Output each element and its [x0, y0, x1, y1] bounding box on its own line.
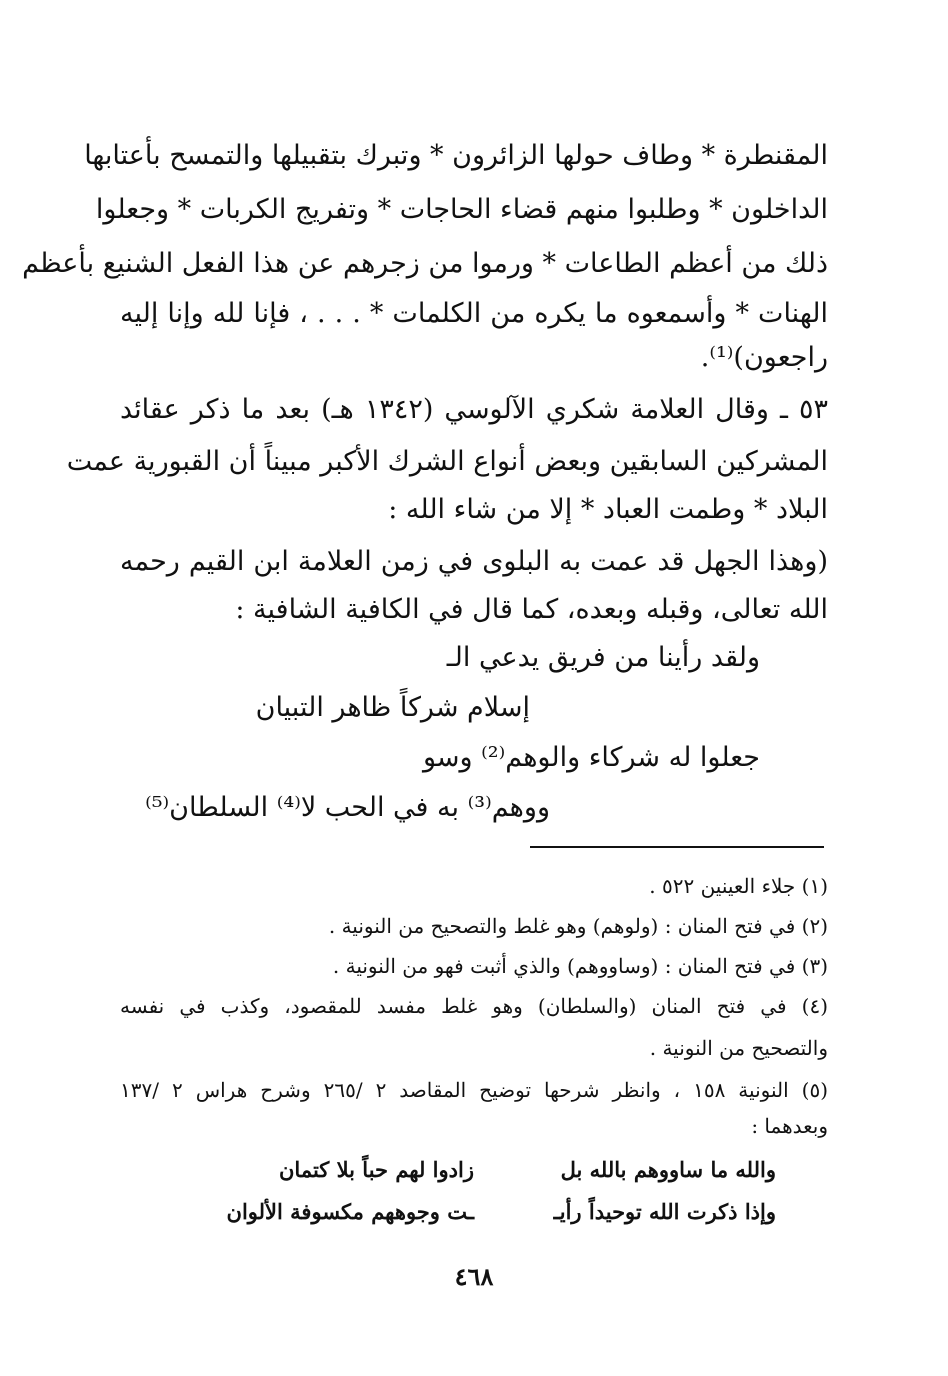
body-line-7: المشركين السابقين وبعض أنواع الشرك الأكبر مبيناً أن القبورية عمت: [66, 446, 828, 477]
poem-line-2: إسلام شركاً ظاهر التبيان: [255, 692, 530, 723]
footnote-verse-1-right: والله ما ساووهم بالله بل: [560, 1157, 776, 1182]
footnote-4: (٤) في فتح المنان (والسلطان) وهو غلط مفسد للمقصود، وكذب في نفسه: [120, 994, 828, 1018]
body-line-9: (وهذا الجهل قد عمت به البلوى في زمن العلامة ابن القيم رحمه: [120, 546, 828, 577]
footnote-5: (٥) النونية ١٥٨ ، وانظر شرحها توضيح المقاصد ٢ /٢٦٥ وشرح هراس ٢ /١٣٧: [120, 1078, 828, 1102]
footnote-2: (٢) في فتح المنان : (ولوهم) وهو غلط والتصحيح من النونية .: [328, 914, 828, 938]
footnote-5-continued: وبعدهما :: [751, 1114, 828, 1138]
body-line-6: ٥٣ ـ وقال العلامة شكري الآلوسي (١٣٤٢ هـ) بعد ما ذكر عقائد: [120, 394, 829, 425]
body-line-4: الهنات * وأسمعوه ما يكره من الكلمات * . . . ، فإنا لله وإنا إليه: [120, 298, 828, 329]
page-number: ٤٦٨: [454, 1262, 494, 1291]
footnote-3: (٣) في فتح المنان : (وساووهم) والذي أثبت فهو من النونية .: [332, 954, 828, 978]
footnote-separator: [530, 846, 824, 848]
footnote-1: (١) جلاء العينين ٥٢٢ .: [649, 874, 828, 898]
body-line-1: المقنطرة * وطاف حولها الزائرون * وتبرك بتقبيلها والتمسح بأعتابها: [84, 140, 828, 171]
poem-line-4: ووهم⁽³⁾ به في الحب لا⁽⁴⁾ السلطان⁽⁵⁾: [145, 792, 550, 823]
footnote-verse-2-left: ـت وجوههم مكسوفة الألوان: [226, 1199, 474, 1224]
body-line-5: راجعون)⁽¹⁾.: [700, 342, 828, 373]
footnote-verse-2-right: وإذا ذكرت الله توحيداً رأيـ: [553, 1199, 776, 1224]
body-line-10: الله تعالى، وقبله وبعده، كما قال في الكافية الشافية :: [235, 594, 828, 625]
body-line-2: الداخلون * وطلبوا منهم قضاء الحاجات * وتفريج الكربات * وجعلوا: [95, 194, 828, 225]
body-line-3: ذلك من أعظم الطاعات * ورموا من زجرهم عن هذا الفعل الشنيع بأعظم: [22, 248, 828, 279]
poem-line-3: جعلوا له شركاء والوهم⁽²⁾ وسو: [422, 742, 760, 773]
body-line-8: البلاد * وطمت العباد * إلا من شاء الله :: [388, 494, 828, 525]
footnote-4-continued: والتصحيح من النونية .: [649, 1036, 828, 1060]
poem-line-1: ولقد رأينا من فريق يدعي الـ: [446, 642, 760, 673]
footnote-verse-1-left: زادوا لهم حباً بلا كتمان: [279, 1157, 474, 1182]
